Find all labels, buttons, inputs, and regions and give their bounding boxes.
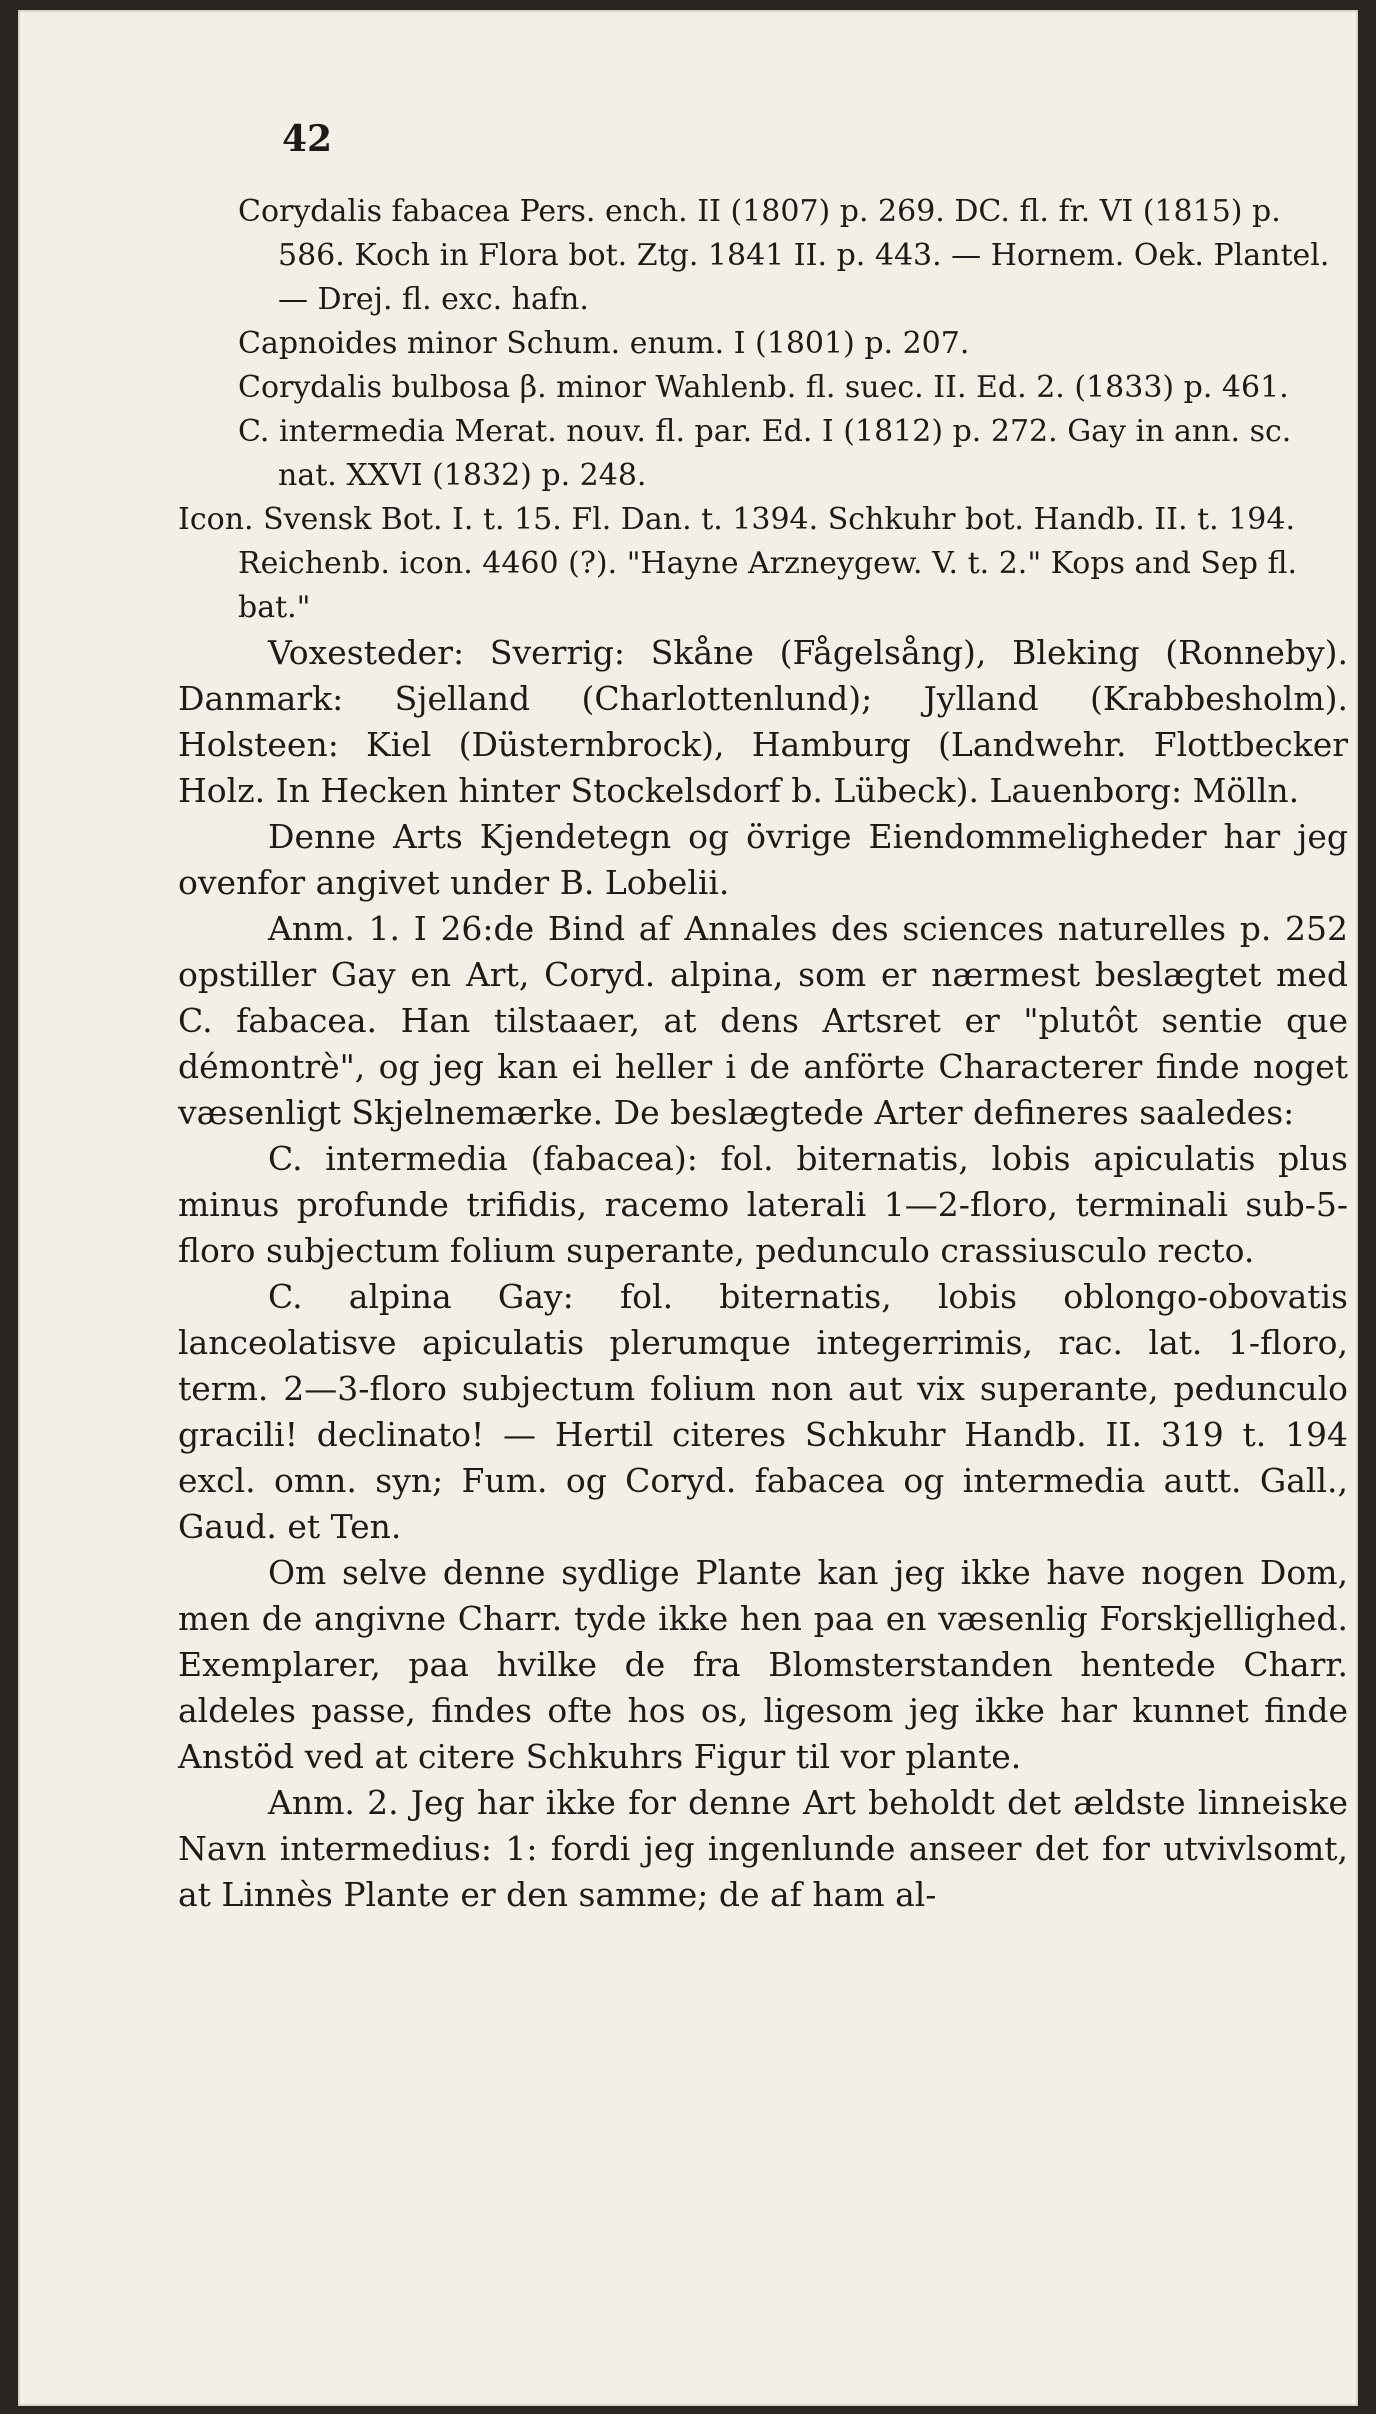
synonym-entry: Corydalis fabacea Pers. ench. II (1807) p. 269. DC. fl. fr. VI (1815) p. 586. Koch in Flora bot. Ztg. 1841 II. p. 443. — Hornem. Oek. Plantel. — Drej. fl. exc. hafn. <box>238 194 1330 317</box>
paragraph-anm-1: Anm. 1. I 26:de Bind af Annales des sciences naturelles p. 252 opstiller Gay en Art, Coryd. alpina, som er nærmest beslægtet med C. fabacea. Han tilstaaer, at dens Artsret er "plutôt sentie que démontrè", og jeg kan ei heller i de anförte Characterer finde noget væsenligt Skjelnemærke. De beslægtede Arter defineres saaledes: <box>178 909 1348 1132</box>
paragraph-om-selve: Om selve denne sydlige Plante kan jeg ikke have nogen Dom, men de angivne Charr. tyde ikke hen paa en væsenlig Forskjellighed. Exemplarer, paa hvilke de fra Blomsterstanden hentede Charr. aldeles passe, findes ofte hos os, ligesom jeg ikke har kunnet finde Anstöd ved at citere Schkuhrs Figur til vor plante. <box>178 1553 1348 1776</box>
synonym-list <box>178 190 1348 498</box>
paragraph-intermedia: C. intermedia (fabacea): fol. biternatis, lobis apiculatis plus minus profunde trifidis, racemo laterali 1—2-floro, terminali sub-5-floro subjectum folium superante, pedunculo crassiusculo recto. <box>178 1139 1348 1270</box>
icon-references: Icon. Svensk Bot. I. t. 15. Fl. Dan. t. 1394. Schkuhr bot. Handb. II. t. 194. Reichenb. icon. 4460 (?). "Hayne Arzneygew. V. t. 2." Kops and Sep fl. bat." <box>178 502 1298 625</box>
paragraph-voxesteder: Voxesteder: Sverrig: Skåne (Fågelsång), Bleking (Ronneby). Danmark: Sjelland (Charlottenlund); Jylland (Krabbesholm). Holsteen: Kiel (Düsternbrock), Hamburg (Landwehr. Flottbecker Holz. In Hecken hinter Stockelsdorf b. Lübeck). Lauenborg: Mölln. <box>178 633 1348 810</box>
paragraph-denne: Denne Arts Kjendetegn og övrige Eiendommeligheder har jeg ovenfor angivet under B. Lobelii. <box>178 817 1348 902</box>
body-text <box>178 630 1348 1918</box>
paragraph-anm-2: Anm. 2. Jeg har ikke for denne Art beholdt det ældste linneiske Navn intermedius: 1: fordi jeg ingenlunde anseer det for utvivlsomt, at Linnès Plante er den samme; de af ham al- <box>178 1783 1348 1914</box>
synonym-entry: C. intermedia Merat. nouv. fl. par. Ed. I (1812) p. 272. Gay in ann. sc. nat. XXVI (1832) p. 248. <box>238 414 1292 493</box>
paragraph-alpina: C. alpina Gay: fol. biternatis, lobis oblongo-obovatis lanceolatisve apiculatis plerumque integerrimis, rac. lat. 1-floro, term. 2—3-floro subjectum folium non aut vix superante, pedunculo gracili! declinato! — Hertil citeres Schkuhr Handb. II. 319 t. 194 excl. omn. syn; Fum. og Coryd. fabacea og intermedia autt. Gall., Gaud. et Ten. <box>178 1277 1348 1546</box>
synonym-entry: Capnoides minor Schum. enum. I (1801) p. 207. <box>238 326 970 361</box>
page-text <box>178 190 1348 1918</box>
page-number: 42 <box>282 118 333 160</box>
synonym-entry: Corydalis bulbosa β. minor Wahlenb. fl. suec. II. Ed. 2. (1833) p. 461. <box>238 370 1289 405</box>
book-page <box>18 10 1358 2406</box>
